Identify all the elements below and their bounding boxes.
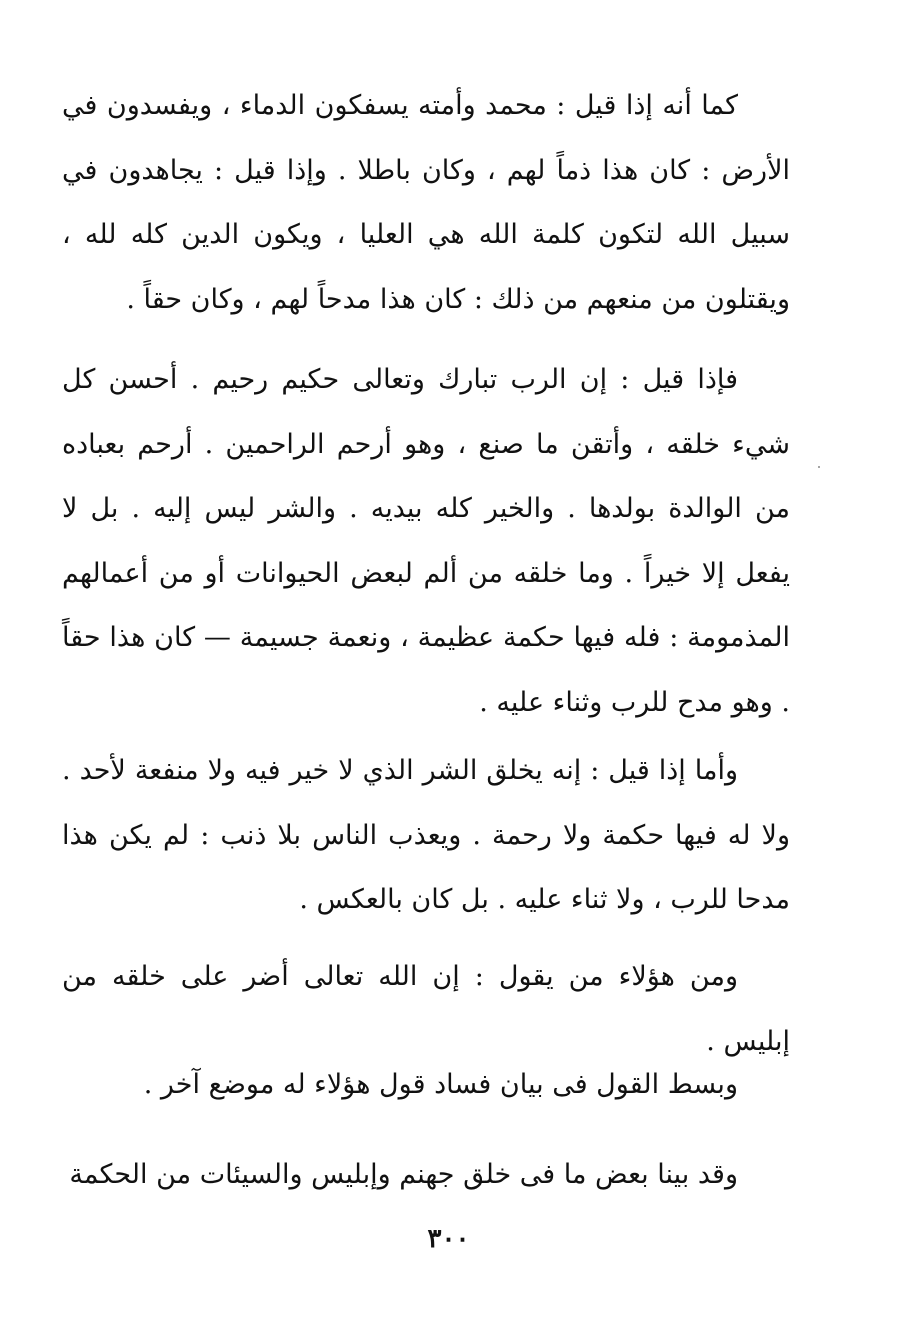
paragraph-6: وقد بينا بعض ما فى خلق جهنم وإبليس والسيئات من الحكمة [69,1159,738,1190]
paragraph-4: ومن هؤلاء من يقول : إن الله تعالى أضر على خلقه من إبليس . [62,961,790,1057]
page-number: ٣٠٠ [427,1224,470,1254]
paragraph-1: كما أنه إذا قيل : محمد وأمته يسفكون الدماء ، ويفسدون في الأرض : كان هذا ذماً لهم ، وكان باطلا . وإذا قيل : يجاهدون في سبيل الله لتكون كلمة الله هي العليا ، ويكون الدين كله لله ، ويقتلون من منعهم من ذلك : كان هذا مدحاً لهم ، وكان حقاً . [62,90,790,315]
paragraph-3: وأما إذا قيل : إنه يخلق الشر الذي لا خير فيه ولا منفعة لأحد . ولا له فيها حكمة ولا رحمة . ويعذب الناس بلا ذنب : لم يكن هذا مدحا للرب ، ولا ثناء عليه . بل كان بالعكس . [62,755,790,915]
paragraph-2: فإذا قيل : إن الرب تبارك وتعالى حكيم رحيم . أحسن كل شيء خلقه ، وأتقن ما صنع ، وهو أرحم الراحمين . أرحم بعباده من الوالدة بولدها . والخير كله بيديه . والشر ليس إليه . بل لا يفعل إلا خيراً . وما خلقه من ألم لبعض الحيوانات أو من أعمالهم المذمومة : فله فيها حكمة عظيمة ، ونعمة جسيمة — كان هذا حقاً . وهو مدح للرب وثناء عليه . [62,364,790,718]
margin-speck [818,466,820,468]
paragraph-5: وبسط القول فى بيان فساد قول هؤلاء له موضع آخر . [143,1069,738,1100]
